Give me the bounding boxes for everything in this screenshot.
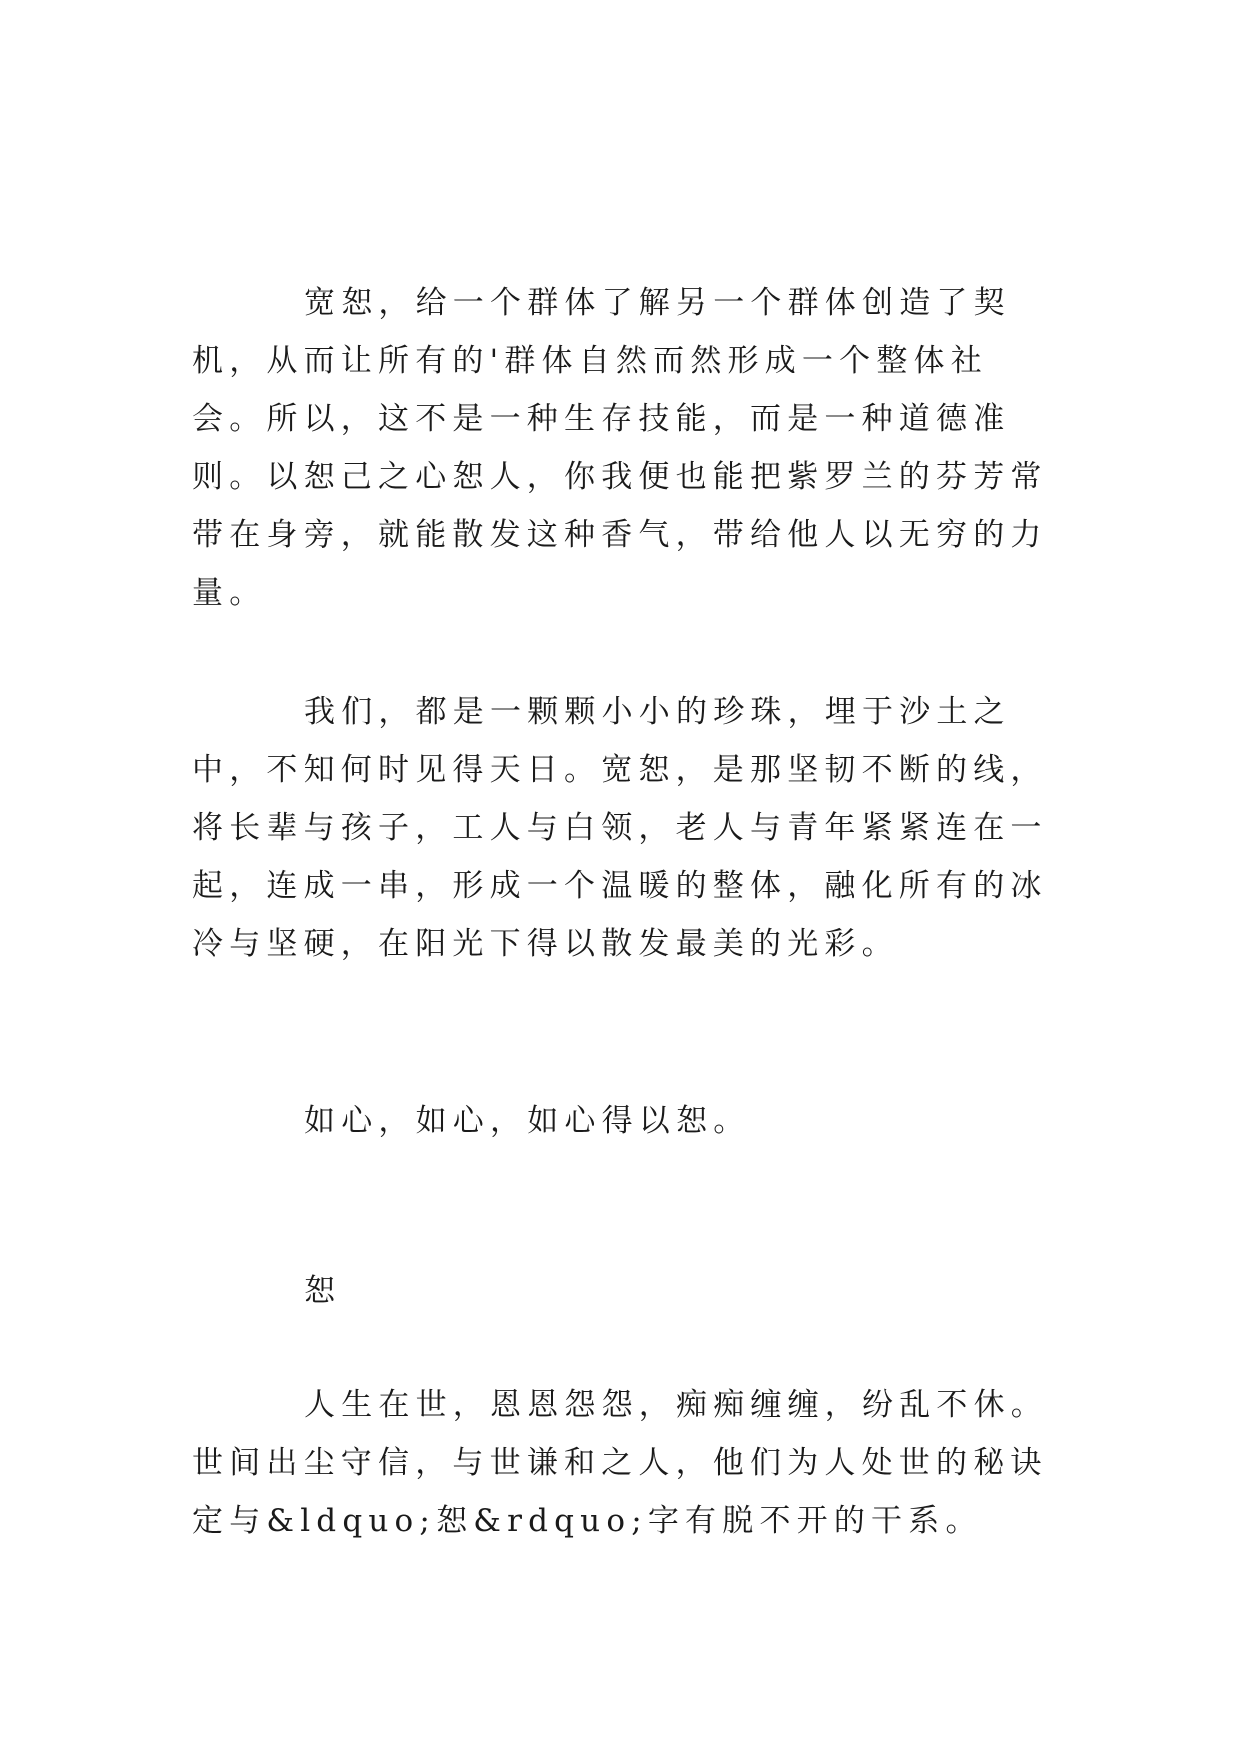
paragraph-ruxin: 如心，如心，如心得以恕。: [304, 1103, 751, 1139]
section-heading-shu: 恕: [304, 1273, 342, 1309]
paragraph-forgiveness-society: 宽恕，给一个群体了解另一个群体创造了契机，从而让所有的'群体自然而然形成一个整体社会。所以，这不是一种生存技能，而是一种道德准则。以恕己之心恕人，你我便也能把紫罗兰的芬芳常带在身旁，就能散发这种香气，带给他人以无穷的力量。: [192, 285, 1048, 611]
paragraph-pearls: 我们，都是一颗颗小小的珍珠，埋于沙土之中，不知何时见得天日。宽恕，是那坚韧不断的线，将长辈与孩子，工人与白领，老人与青年紧紧连在一起，连成一串，形成一个温暖的整体，融化所有的冰冷与坚硬，在阳光下得以散发最美的光彩。: [192, 694, 1048, 962]
paragraph-life-in-world: 人生在世，恩恩怨怨，痴痴缠缠，纷乱不休。世间出尘守信，与世谦和之人，他们为人处世的秘诀定与&ldquo;恕&rdquo;字有脱不开的干系。: [192, 1387, 1048, 1539]
